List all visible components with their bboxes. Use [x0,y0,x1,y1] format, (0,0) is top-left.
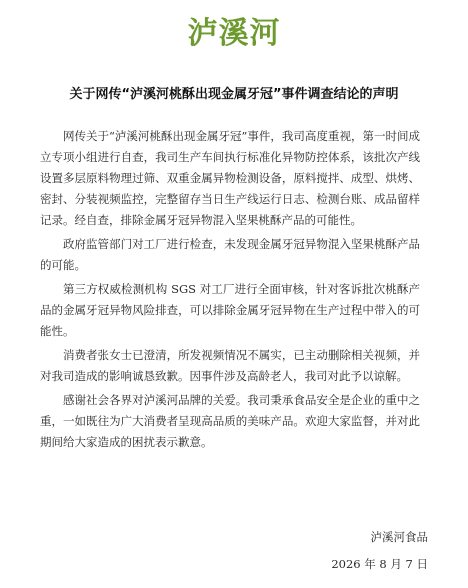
page-title: 关于网传“泸溪河桃酥出现金属牙冠”事件调查结论的声明 [69,87,399,102]
brand-logo: 泸溪河 [187,16,281,51]
paragraph-third-party-audit: 第三方权威检测机构 SGS 对工厂进行全面审核，针对客诉批次桃酥产品的金属牙冠异物风险排查，可以排除金属牙冠异物在生产过程中带入的可能性。 [40,282,420,338]
paragraph-thanks: 感谢社会各界对泸溪河品牌的关爱。我司秉承食品安全是企业的重中之重，一如既往为广大消费者呈现高品质的美味产品。欢迎大家监督，并对此期间给大家造成的困扰表示歉意。 [40,393,420,449]
paragraph-regulator-inspection: 政府监管部门对工厂进行检查，未发现金属牙冠异物混入坚果桃酥产品的可能。 [40,237,420,272]
statement-body [40,126,420,456]
signature-company: 泸溪河食品 [370,530,428,544]
signature-date: 2026 年 8 月 7 日 [331,557,428,571]
signature-block [331,524,428,578]
paragraph-self-inspection: 网传关于“泸溪河桃酥出现金属牙冠”事件，我司高度重视，第一时间成立专项小组进行自查，我司生产车间执行标准化异物防控体系，该批次产线设置多层原料物理过筛、双重金属异物检测设备，原料搅拌、成型、烘烤、密封、分装视频监控，完整留存当日生产线运行日志、检测台账、成品留样记录。经自查，排除金属牙冠异物混入坚果桃酥产品的可能性。 [40,129,420,227]
paragraph-consumer-clarification: 消费者张女士已澄清，所发视频情况不属实，已主动删除相关视频，并对我司造成的影响诚恳致歉。因事件涉及高龄老人，我司对此予以谅解。 [40,348,420,383]
